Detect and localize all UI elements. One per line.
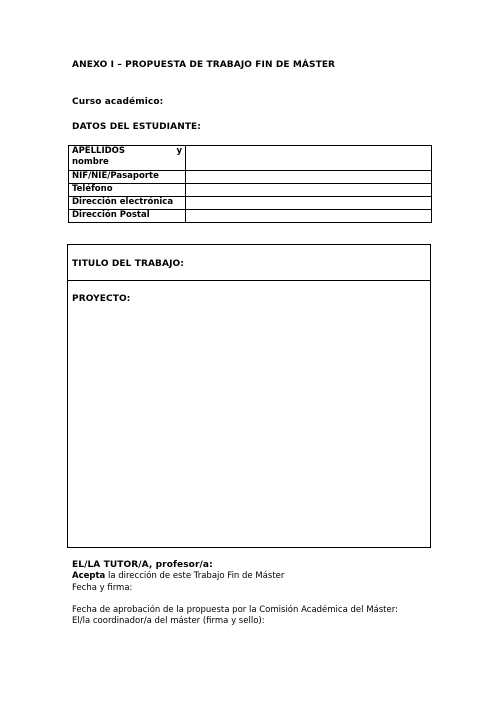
name-label-cell	[69, 146, 186, 171]
email-value-cell[interactable]	[186, 197, 432, 210]
work-title-box[interactable]	[67, 244, 431, 281]
name-value-cell[interactable]	[186, 146, 432, 171]
work-title-label: TITULO DEL TRABAJO:	[72, 259, 184, 269]
name-label-y: y	[176, 146, 182, 156]
tutor-date-sign: Fecha y firma:	[72, 583, 133, 593]
student-data-table	[68, 145, 432, 223]
project-box[interactable]	[67, 280, 431, 548]
phone-value-cell[interactable]	[186, 184, 432, 197]
table-row	[69, 184, 432, 197]
tutor-accept-line	[72, 571, 284, 581]
address-value-cell[interactable]	[186, 210, 432, 223]
project-label: PROYECTO:	[72, 294, 131, 304]
name-label-line2: nombre	[72, 157, 109, 167]
table-row	[69, 210, 432, 223]
document-title: ANEXO I – PROPUESTA DE TRABAJO FIN DE MÁSTER	[72, 60, 336, 70]
table-row	[69, 171, 432, 184]
name-label-line1: APELLIDOS	[72, 146, 126, 156]
course-label: Curso académico:	[72, 97, 164, 107]
student-section-label: DATOS DEL ESTUDIANTE:	[72, 122, 202, 132]
table-row	[69, 197, 432, 210]
tutor-heading: EL/LA TUTOR/A, profesor/a:	[72, 560, 213, 570]
accept-rest-text: la dirección de este Trabajo Fin de Máster	[105, 571, 285, 581]
email-label-cell: Dirección electrónica	[69, 197, 186, 210]
approval-line-1: Fecha de aprobación de la propuesta por la Comisión Académica del Máster:	[72, 605, 398, 615]
id-value-cell[interactable]	[186, 171, 432, 184]
accept-bold-word: Acepta	[72, 571, 106, 581]
approval-line-2: El/la coordinador/a del máster (firma y sello):	[72, 616, 265, 626]
phone-label-cell: Teléfono	[69, 184, 186, 197]
id-label-cell: NIF/NIE/Pasaporte	[69, 171, 186, 184]
address-label-cell: Dirección Postal	[69, 210, 186, 223]
table-row	[69, 146, 432, 171]
